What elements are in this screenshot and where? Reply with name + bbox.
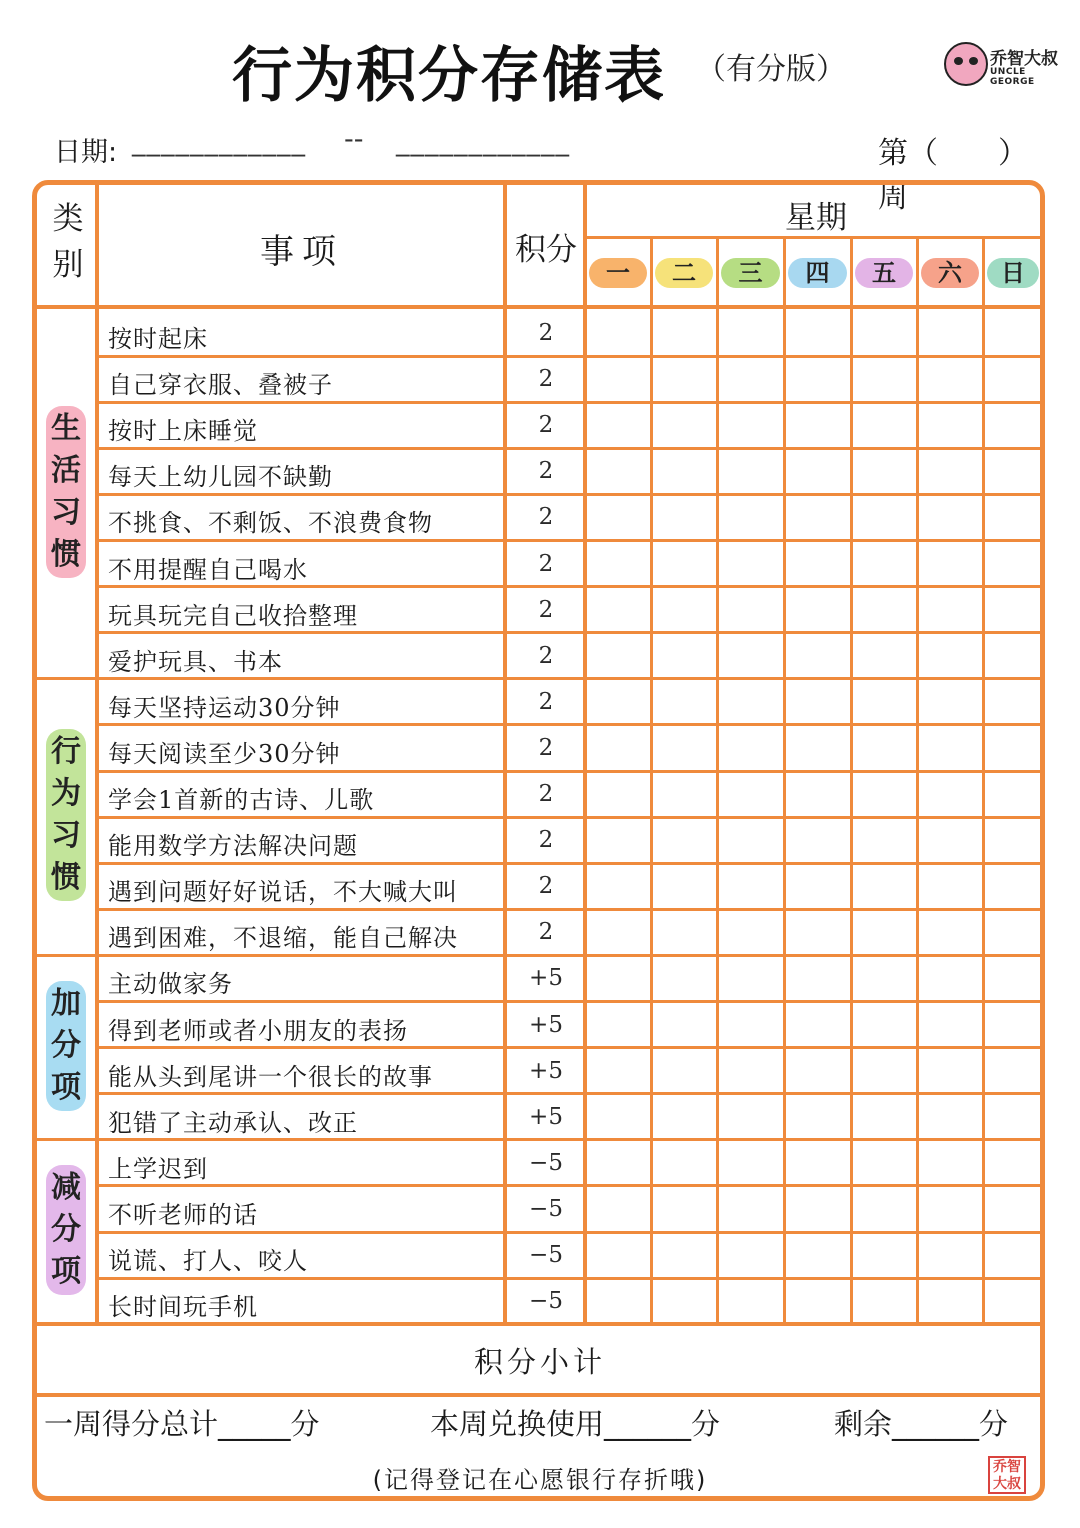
grid-line-table-bottom [34, 1322, 1043, 1326]
day-check-cell[interactable] [919, 1142, 981, 1184]
date-start-field[interactable]: ____________ [132, 126, 306, 157]
row-item-text: 学会1首新的古诗、儿歌 [108, 786, 375, 814]
day-check-cell[interactable] [853, 957, 915, 999]
day-check-cell[interactable] [653, 681, 715, 723]
day-check-cell[interactable] [985, 496, 1041, 538]
day-check-cell[interactable] [587, 358, 649, 400]
row-score: 2 [538, 596, 554, 623]
header-item: 事项 [260, 232, 344, 272]
grid-line-subtotal-bottom [34, 1393, 1043, 1397]
weekday-label-4: 四 [788, 258, 847, 288]
weekly-total-field[interactable]: 一周得分总计_____分 [44, 1407, 320, 1441]
weekday-label-6: 六 [921, 258, 979, 288]
day-check-cell[interactable] [719, 635, 782, 677]
day-check-cell[interactable] [853, 1004, 915, 1046]
day-check-cell[interactable] [786, 589, 849, 631]
day-check-cell[interactable] [786, 1234, 849, 1276]
day-check-cell[interactable] [719, 358, 782, 400]
day-check-cell[interactable] [985, 450, 1041, 492]
day-check-cell[interactable] [786, 865, 849, 907]
day-check-cell[interactable] [985, 1234, 1041, 1276]
day-check-cell[interactable] [853, 496, 915, 538]
row-score: 2 [538, 366, 554, 393]
day-check-cell[interactable] [786, 819, 849, 861]
day-check-cell[interactable] [853, 865, 915, 907]
weekday-label-5: 五 [855, 258, 913, 288]
day-check-cell[interactable] [653, 1050, 715, 1092]
day-check-cell[interactable] [719, 543, 782, 585]
day-check-cell[interactable] [719, 773, 782, 815]
day-check-cell[interactable] [919, 543, 981, 585]
day-check-cell[interactable] [587, 635, 649, 677]
brand-logo [944, 42, 1064, 86]
category-label-3: 加分项 [46, 981, 86, 1111]
row-score: 2 [538, 873, 554, 900]
redeemed-points-field[interactable]: 本周兑换使用______分 [430, 1407, 721, 1441]
day-check-cell[interactable] [719, 1234, 782, 1276]
weekday-label-2: 二 [655, 258, 713, 288]
day-check-cell[interactable] [653, 1188, 715, 1230]
day-check-cell[interactable] [719, 404, 782, 446]
row-score: −5 [529, 1195, 563, 1222]
row-item-text: 按时上床睡觉 [108, 417, 258, 446]
day-check-cell[interactable] [653, 312, 715, 354]
day-check-cell[interactable] [919, 635, 981, 677]
day-check-cell[interactable] [719, 1280, 782, 1322]
row-item-text: 能用数学方法解决问题 [108, 832, 358, 861]
day-check-cell[interactable] [919, 1234, 981, 1276]
header-category-text: 类别 [52, 201, 84, 283]
row-score: 2 [538, 550, 554, 577]
day-check-cell[interactable] [719, 1050, 782, 1092]
day-check-cell[interactable] [853, 911, 915, 953]
day-check-cell[interactable] [853, 450, 915, 492]
day-check-cell[interactable] [853, 1234, 915, 1276]
row-score: 2 [538, 504, 554, 531]
day-check-cell[interactable] [719, 589, 782, 631]
day-check-cell[interactable] [587, 1142, 649, 1184]
category-label-4: 减分项 [46, 1165, 86, 1295]
day-check-cell[interactable] [919, 911, 981, 953]
row-score: 2 [538, 458, 554, 485]
row-item-text: 不挑食、不剩饭、不浪费食物 [108, 509, 433, 538]
category-label-2: 行为习惯 [46, 729, 86, 901]
day-check-cell[interactable] [587, 450, 649, 492]
day-check-cell[interactable] [985, 1050, 1041, 1092]
day-check-cell[interactable] [786, 635, 849, 677]
day-check-cell[interactable] [786, 358, 849, 400]
row-item-text: 犯错了主动承认、改正 [108, 1108, 358, 1137]
row-item-text: 爱护玩具、书本 [108, 647, 283, 676]
day-check-cell[interactable] [985, 358, 1041, 400]
day-check-cell[interactable] [719, 819, 782, 861]
week-number-field[interactable]: 第（ ）周 [878, 136, 1028, 215]
day-check-cell[interactable] [786, 681, 849, 723]
day-check-cell[interactable] [919, 496, 981, 538]
day-check-cell[interactable] [786, 312, 849, 354]
day-check-cell[interactable] [919, 589, 981, 631]
day-check-cell[interactable] [587, 773, 649, 815]
row-score: 2 [538, 781, 554, 807]
day-check-cell[interactable] [985, 957, 1041, 999]
day-check-cell[interactable] [653, 1004, 715, 1046]
day-check-cell[interactable] [985, 543, 1041, 585]
day-check-cell[interactable] [653, 635, 715, 677]
day-check-cell[interactable] [853, 358, 915, 400]
date-label: 日期: [54, 137, 118, 168]
day-check-cell[interactable] [919, 1050, 981, 1092]
day-check-cell[interactable] [985, 911, 1041, 953]
day-check-cell[interactable] [786, 1004, 849, 1046]
day-check-cell[interactable] [853, 635, 915, 677]
day-check-cell[interactable] [919, 773, 981, 815]
day-check-cell[interactable] [587, 543, 649, 585]
day-check-cell[interactable] [919, 681, 981, 723]
day-check-cell[interactable] [653, 358, 715, 400]
day-check-cell[interactable] [719, 865, 782, 907]
day-check-cell[interactable] [653, 404, 715, 446]
day-check-cell[interactable] [587, 312, 649, 354]
day-check-cell[interactable] [587, 957, 649, 999]
row-item-text: 每天上幼儿园不缺勤 [108, 463, 333, 492]
row-score: +5 [529, 965, 563, 992]
header-category [40, 196, 96, 288]
day-check-cell[interactable] [587, 404, 649, 446]
day-check-cell[interactable] [985, 635, 1041, 677]
logo-text-cn: 乔智大叔 [990, 49, 1058, 69]
weekday-label-1: 一 [589, 258, 647, 288]
day-check-cell[interactable] [587, 865, 649, 907]
row-score: 2 [538, 919, 554, 946]
day-check-cell[interactable] [985, 1142, 1041, 1184]
row-item-text: 不听老师的话 [108, 1200, 258, 1229]
day-check-cell[interactable] [653, 727, 715, 769]
day-check-cell[interactable] [587, 819, 649, 861]
day-check-cell[interactable] [587, 1188, 649, 1230]
day-check-cell[interactable] [653, 819, 715, 861]
day-check-cell[interactable] [985, 819, 1041, 861]
day-check-cell[interactable] [985, 681, 1041, 723]
day-check-cell[interactable] [853, 727, 915, 769]
grid-line-header-bottom [34, 305, 1043, 309]
day-check-cell[interactable] [853, 681, 915, 723]
row-item-text: 遇到困难，不退缩，能自己解决 [108, 924, 458, 953]
day-check-cell[interactable] [786, 1142, 849, 1184]
row-item-text: 能从头到尾讲一个很长的故事 [108, 1062, 433, 1091]
day-check-cell[interactable] [985, 589, 1041, 631]
day-check-cell[interactable] [985, 1188, 1041, 1230]
day-check-cell[interactable] [919, 1096, 981, 1138]
day-check-cell[interactable] [853, 404, 915, 446]
day-check-cell[interactable] [853, 1280, 915, 1322]
day-check-cell[interactable] [985, 312, 1041, 354]
day-check-cell[interactable] [853, 1050, 915, 1092]
category-label-1: 生活习惯 [46, 406, 86, 578]
day-check-cell[interactable] [786, 1050, 849, 1092]
day-check-cell[interactable] [719, 681, 782, 723]
day-check-cell[interactable] [786, 957, 849, 999]
row-score: +5 [529, 1011, 563, 1038]
row-score: 2 [538, 734, 554, 761]
day-check-cell[interactable] [653, 1096, 715, 1138]
day-check-cell[interactable] [587, 1004, 649, 1046]
day-check-cell[interactable] [587, 1234, 649, 1276]
day-check-cell[interactable] [919, 1280, 981, 1322]
row-item-text: 每天坚持运动30分钟 [108, 693, 341, 722]
day-check-cell[interactable] [786, 727, 849, 769]
row-item-text: 自己穿衣服、叠被子 [108, 371, 333, 400]
logo-text-en: UNCLE GEORGE [990, 67, 1035, 87]
page-subtitle: （有分版） [696, 52, 846, 87]
weekday-label-7: 日 [987, 258, 1039, 288]
day-check-cell[interactable] [587, 1096, 649, 1138]
day-check-cell[interactable] [853, 1188, 915, 1230]
row-score: 2 [538, 320, 554, 346]
day-check-cell[interactable] [719, 1096, 782, 1138]
day-check-cell[interactable] [853, 1142, 915, 1184]
day-check-cell[interactable] [653, 543, 715, 585]
day-check-cell[interactable] [853, 589, 915, 631]
row-item-text: 主动做家务 [108, 970, 233, 999]
day-check-cell[interactable] [853, 773, 915, 815]
day-check-cell[interactable] [786, 543, 849, 585]
title-area [0, 22, 1080, 111]
row-item-text: 得到老师或者小朋友的表扬 [108, 1016, 408, 1045]
day-check-cell[interactable] [985, 404, 1041, 446]
day-check-cell[interactable] [719, 496, 782, 538]
day-check-cell[interactable] [719, 911, 782, 953]
day-check-cell[interactable] [653, 865, 715, 907]
day-check-cell[interactable] [786, 1096, 849, 1138]
row-item-text: 每天阅读至少30分钟 [108, 739, 341, 768]
day-check-cell[interactable] [653, 589, 715, 631]
day-check-cell[interactable] [653, 911, 715, 953]
day-check-cell[interactable] [653, 773, 715, 815]
day-check-cell[interactable] [919, 865, 981, 907]
day-check-cell[interactable] [653, 1234, 715, 1276]
day-check-cell[interactable] [919, 727, 981, 769]
day-check-cell[interactable] [919, 957, 981, 999]
row-score: +5 [529, 1057, 563, 1084]
date-end-field[interactable]: ____________ [396, 126, 570, 157]
day-check-cell[interactable] [919, 450, 981, 492]
day-check-cell[interactable] [985, 773, 1041, 815]
header-week: 星期 [785, 200, 847, 236]
day-check-cell[interactable] [587, 911, 649, 953]
day-check-cell[interactable] [985, 865, 1041, 907]
day-check-cell[interactable] [919, 1004, 981, 1046]
day-check-cell[interactable] [786, 773, 849, 815]
day-check-cell[interactable] [653, 1280, 715, 1322]
row-item-text: 长时间玩手机 [108, 1293, 258, 1322]
day-check-cell[interactable] [653, 496, 715, 538]
day-check-cell[interactable] [587, 1050, 649, 1092]
day-check-cell[interactable] [919, 404, 981, 446]
day-check-cell[interactable] [719, 1142, 782, 1184]
seal-stamp: 乔智大叔 [988, 1456, 1026, 1494]
day-check-cell[interactable] [786, 1188, 849, 1230]
row-item-text: 玩具玩完自己收拾整理 [108, 601, 358, 630]
day-check-cell[interactable] [653, 450, 715, 492]
row-item-text: 说谎、打人、咬人 [108, 1247, 308, 1275]
row-score: −5 [529, 1288, 563, 1315]
day-check-cell[interactable] [853, 819, 915, 861]
day-check-cell[interactable] [985, 1096, 1041, 1138]
row-item-text: 遇到问题好好说话，不大喊大叫 [108, 878, 458, 907]
row-score: −5 [529, 1242, 563, 1268]
day-check-cell[interactable] [587, 496, 649, 538]
row-score: 2 [538, 688, 554, 715]
day-check-cell[interactable] [587, 589, 649, 631]
day-check-cell[interactable] [719, 1004, 782, 1046]
day-check-cell[interactable] [786, 450, 849, 492]
day-check-cell[interactable] [985, 1004, 1041, 1046]
day-check-cell[interactable] [919, 1188, 981, 1230]
row-score: 2 [538, 642, 554, 669]
panda-icon [944, 42, 988, 86]
day-check-cell[interactable] [786, 404, 849, 446]
day-check-cell[interactable] [919, 312, 981, 354]
day-check-cell[interactable] [653, 1142, 715, 1184]
row-score: 2 [538, 412, 554, 439]
day-check-cell[interactable] [719, 727, 782, 769]
day-check-cell[interactable] [919, 819, 981, 861]
remaining-points-field[interactable]: 剩余______分 [834, 1407, 1009, 1441]
day-check-cell[interactable] [985, 727, 1041, 769]
footer-note: (记得登记在心愿银行存折哦) [372, 1466, 708, 1494]
subtotal-label: 积分小计 [473, 1345, 606, 1379]
date-row [54, 124, 1044, 215]
row-item-text: 按时起床 [108, 325, 208, 353]
day-check-cell[interactable] [719, 450, 782, 492]
page-title: 行为积分存储表 [232, 41, 666, 111]
day-check-cell[interactable] [919, 358, 981, 400]
day-check-cell[interactable] [719, 957, 782, 999]
day-check-cell[interactable] [985, 1280, 1041, 1322]
day-check-cell[interactable] [853, 312, 915, 354]
day-check-cell[interactable] [587, 727, 649, 769]
day-check-cell[interactable] [719, 312, 782, 354]
row-score: −5 [529, 1149, 563, 1176]
day-check-cell[interactable] [853, 543, 915, 585]
row-item-text: 不用提醒自己喝水 [108, 555, 308, 584]
day-check-cell[interactable] [786, 1280, 849, 1322]
date-separator: -- [344, 124, 364, 155]
row-item-text: 上学迟到 [108, 1154, 208, 1183]
day-check-cell[interactable] [587, 681, 649, 723]
day-check-cell[interactable] [587, 1280, 649, 1322]
day-check-cell[interactable] [653, 957, 715, 999]
day-check-cell[interactable] [719, 1188, 782, 1230]
row-score: 2 [538, 827, 554, 854]
row-score: +5 [529, 1103, 563, 1130]
weekday-label-3: 三 [721, 258, 780, 288]
day-check-cell[interactable] [853, 1096, 915, 1138]
day-check-cell[interactable] [786, 911, 849, 953]
day-check-cell[interactable] [786, 496, 849, 538]
header-score: 积分 [515, 232, 577, 268]
